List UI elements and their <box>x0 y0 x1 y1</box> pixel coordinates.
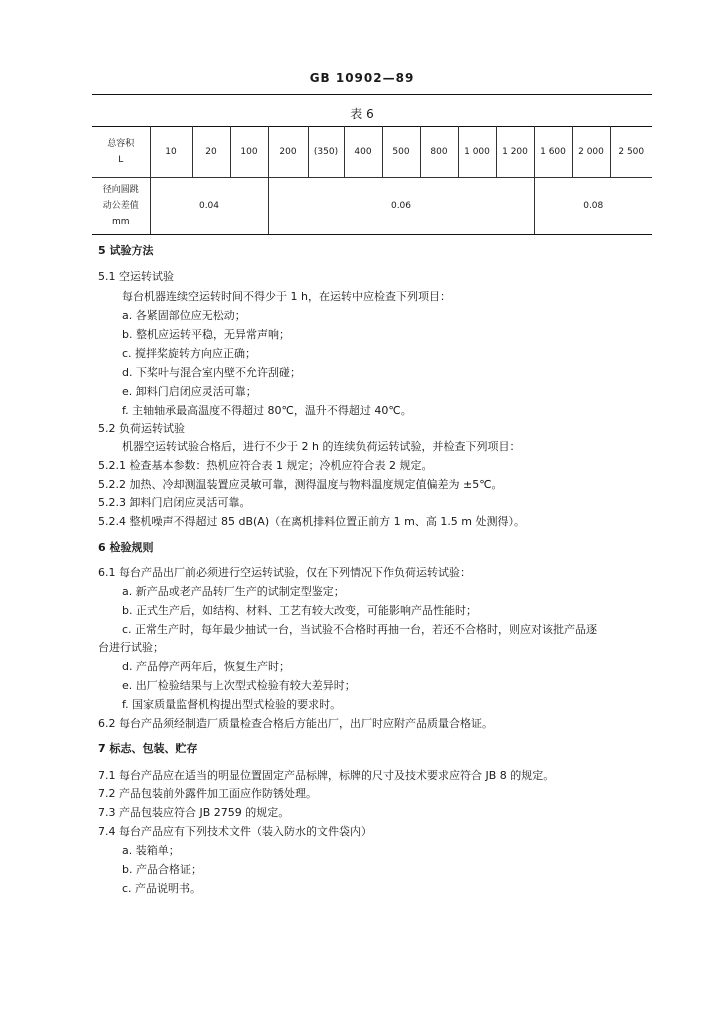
text-line: b. 产品合格证； <box>122 863 202 876</box>
text-line: 5.2.3 卸料门启闭应灵活可靠。 <box>98 496 251 509</box>
text-line: 台进行试验； <box>98 641 164 654</box>
table-6 <box>92 126 652 235</box>
text-line: e. 卸料门启闭应灵活可靠； <box>122 385 257 398</box>
table-cell: 200 <box>268 127 308 178</box>
table-cell: (350) <box>308 127 344 178</box>
text-line: 6.2 每台产品须经制造厂质量检查合格后方能出厂，出厂时应附产品质量合格证。 <box>98 717 493 730</box>
section-heading: 5 试验方法 <box>98 244 154 257</box>
text-line: c. 搅拌桨旋转方向应正确； <box>122 347 257 360</box>
table-cell: 0.08 <box>534 178 652 235</box>
text-line: c. 产品说明书。 <box>122 882 202 895</box>
text-line: 5.2 负荷运转试验 <box>98 422 185 435</box>
table-cell: 0.04 <box>150 178 268 235</box>
text-line: 5.1 空运转试验 <box>98 270 174 283</box>
section-heading: 7 标志、包装、贮存 <box>98 742 198 755</box>
text-line: f. 国家质量监督机构提出型式检验的要求时。 <box>122 698 342 711</box>
text-line: f. 主轴轴承最高温度不得超过 80℃，温升不得超过 40℃。 <box>122 404 412 417</box>
text-line: 7.4 每台产品应有下列技术文件（装入防水的文件袋内） <box>98 825 372 838</box>
text-line: 5.2.4 整机噪声不得超过 85 dB(A)（在离机排料位置正前方 1 m、高 1.5 m 处测得）。 <box>98 515 526 528</box>
text-line: 每台机器连续空运转时间不得少于 1 h，在运转中应检查下列项目： <box>122 290 451 303</box>
text-line: 7.1 每台产品应在适当的明显位置固定产品标牌，标牌的尺寸及技术要求应符合 JB 8 的规定。 <box>98 769 555 782</box>
text-line: a. 新产品或老产品转厂生产的试制定型鉴定； <box>122 585 345 598</box>
table-cell: 100 <box>230 127 268 178</box>
table-cell: 1 000 <box>458 127 496 178</box>
table-cell: 800 <box>420 127 458 178</box>
text-line: 7.2 产品包装前外露件加工面应作防锈处理。 <box>98 787 317 800</box>
text-line: c. 正常生产时，每年最少抽试一台，当试验不合格时再抽一台，若还不合格时，则应对该批产品逐 <box>122 623 598 636</box>
text-line: d. 下桨叶与混合室内壁不允许刮碰； <box>122 366 301 379</box>
table-cell: 400 <box>344 127 382 178</box>
table-cell: 1 600 <box>534 127 572 178</box>
text-line: b. 正式生产后，如结构、材料、工艺有较大改变，可能影响产品性能时； <box>122 604 477 617</box>
table-row <box>92 178 652 235</box>
header-rule <box>92 94 652 95</box>
row-header-volume: 总容积 L <box>92 127 150 178</box>
table-cell: 1 200 <box>496 127 534 178</box>
text-line: b. 整机应运转平稳，无异常声响； <box>122 328 290 341</box>
table-cell: 2 500 <box>610 127 652 178</box>
table-caption: 表 6 <box>350 107 374 121</box>
table-cell: 10 <box>150 127 192 178</box>
text-line: 7.3 产品包装应符合 JB 2759 的规定。 <box>98 806 290 819</box>
text-line: 6.1 每台产品出厂前必须进行空运转试验，仅在下列情况下作负荷运转试验： <box>98 566 471 579</box>
text-line: a. 各紧固部位应无松动； <box>122 309 246 322</box>
standard-header: GB 10902—89 <box>309 71 415 85</box>
row-header-tolerance: 径向圆跳 动公差值 mm <box>92 178 150 235</box>
table-cell: 20 <box>192 127 230 178</box>
section-heading: 6 检验规则 <box>98 541 154 554</box>
text-line: 机器空运转试验合格后，进行不少于 2 h 的连续负荷运转试验，并检查下列项目： <box>122 440 521 453</box>
text-line: a. 装箱单； <box>122 844 180 857</box>
table-cell: 0.06 <box>268 178 534 235</box>
table-row <box>92 127 652 178</box>
table-cell: 2 000 <box>572 127 610 178</box>
text-line: e. 出厂检验结果与上次型式检验有较大差异时； <box>122 679 356 692</box>
table-cell: 500 <box>382 127 420 178</box>
text-line: 5.2.2 加热、冷却测温装置应灵敏可靠，测得温度与物料温度规定值偏差为 ±5℃。 <box>98 478 503 491</box>
text-line: d. 产品停产两年后，恢复生产时； <box>122 660 290 673</box>
text-line: 5.2.1 检查基本参数：热机应符合表 1 规定；冷机应符合表 2 规定。 <box>98 459 433 472</box>
